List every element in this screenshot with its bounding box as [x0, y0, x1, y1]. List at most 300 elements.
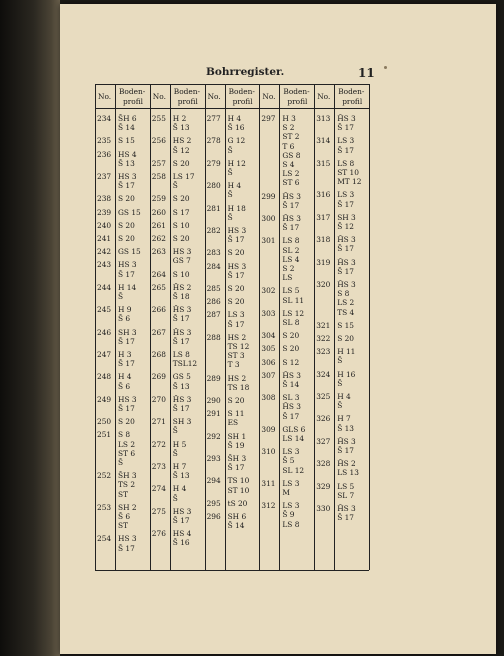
row-number: 238: [97, 194, 112, 204]
soil-profile-entry: S 8: [337, 289, 350, 299]
soil-profile-entry: S 15: [337, 320, 355, 330]
row-number: 249: [97, 394, 112, 404]
row-number: 320: [316, 280, 331, 289]
soil-profile-entry: G 12: [227, 136, 246, 146]
soil-profile-entry: HS 2: [227, 332, 247, 342]
soil-profile-entry: HS 3: [118, 534, 137, 544]
row-number: 250: [97, 417, 112, 427]
soil-profile-entry: S̄: [227, 168, 233, 177]
soil-profile-entry: LS 8: [282, 519, 300, 529]
soil-profile-entry: TS 4: [337, 307, 355, 317]
soil-profile-entry: S̄: [337, 378, 343, 388]
soil-profile-entry: H 7: [337, 414, 351, 424]
soil-profile-entry: S̄ 5: [282, 456, 295, 466]
soil-profile-entry: LS 2: [337, 298, 355, 308]
soil-profile-entry: H 5: [172, 439, 187, 449]
soil-profile-entry: H 16: [337, 369, 356, 379]
soil-profile-entry: LS: [282, 273, 293, 283]
soil-profile-entry: H 2: [172, 114, 187, 123]
soil-profile-entry: S̄ 17: [227, 235, 245, 245]
soil-profile-entry: S̄ 17: [118, 543, 135, 553]
row-number: 324: [316, 369, 331, 379]
row-number: 314: [316, 136, 331, 146]
soil-profile-entry: SH 3: [118, 327, 137, 337]
row-number: 315: [316, 158, 331, 168]
row-number: 273: [151, 462, 166, 471]
page-title: Bohrregister.: [206, 66, 285, 78]
soil-profile-entry: S̄ 6: [118, 381, 131, 391]
soil-profile-entry: S̄ 17: [282, 411, 300, 421]
row-number: 257: [151, 158, 166, 168]
soil-profile-entry: TS 10: [227, 476, 250, 486]
soil-profile-entry: S 20: [227, 248, 245, 258]
row-number: 312: [261, 501, 276, 511]
soil-profile-entry: S̄ 13: [172, 123, 190, 133]
row-number: 248: [97, 372, 112, 382]
row-number: 276: [151, 529, 166, 539]
soil-profile-entry: S̄ 17: [172, 516, 190, 525]
row-number: 326: [316, 414, 331, 424]
row-number: 237: [97, 172, 112, 181]
soil-profile-entry: S 2: [282, 264, 295, 273]
soil-profile-entry: tS 20: [227, 498, 248, 508]
soil-profile-entry: H 14: [118, 282, 137, 292]
soil-profile-entry: LS 5: [282, 286, 300, 296]
row-number: 259: [151, 194, 166, 204]
row-number: 325: [316, 392, 331, 401]
soil-profile-entry: S̄ 13: [118, 158, 135, 168]
row-number: 299: [261, 191, 276, 201]
soil-profile-entry: HS 3: [227, 226, 247, 235]
soil-profile-entry: H 4: [172, 484, 187, 494]
row-number: 307: [261, 370, 276, 380]
soil-profile-entry: LS 3: [282, 478, 300, 488]
row-number: 288: [206, 332, 221, 342]
row-number: 301: [261, 236, 276, 246]
row-number: 321: [316, 320, 331, 330]
soil-profile-entry: SH 3: [172, 417, 192, 427]
soil-profile-entry: S̄ 19: [227, 440, 245, 450]
row-number: 266: [151, 305, 166, 315]
row-number: 294: [206, 476, 221, 486]
soil-profile-entry: GS 7: [172, 256, 191, 266]
row-number: 269: [151, 372, 166, 382]
row-number: 264: [151, 269, 166, 279]
soil-profile-entry: H̄S 3: [337, 114, 356, 123]
row-number: 255: [151, 114, 166, 123]
soil-profile-entry: S̄ 13: [172, 381, 190, 391]
soil-profile-entry: S̄ 17: [337, 446, 355, 455]
soil-profile-entry: S̄ 9: [282, 510, 295, 520]
row-number: 318: [316, 235, 331, 245]
soil-profile-entry: SH 1: [227, 431, 247, 441]
soil-profile-entry: H̄S 3: [172, 327, 192, 337]
soil-profile-entry: S̄ 14: [227, 521, 245, 531]
row-number: 311: [261, 478, 276, 488]
soil-profile-entry: LS 3: [282, 501, 300, 511]
row-number: 268: [151, 350, 166, 359]
soil-profile-entry: LS 2: [118, 439, 136, 449]
soil-profile-entry: S̄: [172, 448, 178, 458]
row-number: 296: [206, 512, 221, 521]
row-number: 323: [316, 347, 331, 357]
row-number: 277: [206, 114, 221, 123]
soil-profile-entry: S 20: [118, 234, 135, 243]
row-number: 286: [206, 297, 221, 307]
soil-profile-entry: S 10: [172, 220, 190, 230]
column-header-no: No.: [317, 92, 331, 101]
soil-profile-entry: HS 3: [118, 172, 137, 181]
soil-profile-entry: S̄ 14: [118, 123, 135, 133]
row-number: 256: [151, 136, 166, 146]
row-number: 297: [261, 114, 276, 123]
soil-profile-entry: SL 8: [282, 318, 300, 327]
row-number: 242: [97, 247, 112, 257]
row-number: 241: [97, 234, 112, 243]
soil-profile-entry: S̄ 16: [172, 538, 190, 548]
soil-profile-entry: LS 8: [172, 350, 190, 359]
soil-profile-entry: S̄H 6: [118, 114, 137, 123]
soil-profile-entry: LS 5: [337, 481, 355, 491]
soil-profile-entry: H 3: [282, 114, 296, 123]
soil-profile-entry: S̄: [337, 401, 343, 411]
soil-profile-entry: MT 12: [337, 177, 362, 187]
soil-profile-entry: S 20: [337, 334, 355, 343]
column-header-profile: Boden-: [283, 87, 310, 96]
row-number: 284: [206, 261, 221, 271]
column-header-no: No.: [98, 92, 112, 101]
soil-profile-entry: SL 11: [282, 295, 305, 305]
row-number: 265: [151, 282, 166, 292]
soil-profile-entry: LS 17: [172, 172, 195, 181]
soil-profile-entry: HS 3: [172, 247, 192, 257]
soil-profile-entry: H 4: [118, 372, 132, 382]
row-number: 252: [97, 471, 112, 481]
soil-profile-entry: H 9: [118, 305, 132, 315]
row-number: 281: [206, 203, 221, 213]
soil-profile-entry: S 20: [172, 194, 190, 204]
row-number: 274: [151, 484, 166, 494]
soil-profile-entry: S̄ 13: [172, 471, 190, 481]
soil-profile-entry: S̄: [227, 145, 233, 155]
row-number: 295: [206, 498, 221, 508]
soil-profile-entry: ST 2: [282, 132, 300, 142]
soil-profile-entry: S̄: [337, 356, 343, 366]
row-number: 235: [97, 136, 112, 146]
soil-profile-entry: S̄: [118, 458, 124, 467]
column-header-profile: profil: [232, 97, 253, 106]
soil-profile-entry: HS 4: [172, 529, 192, 539]
soil-profile-entry: SH 6: [227, 512, 247, 521]
row-number: 308: [261, 393, 276, 403]
column-header-profile: profil: [177, 97, 198, 106]
soil-profile-entry: H̄S 3: [337, 257, 356, 267]
soil-profile-entry: S̄ 17: [172, 404, 190, 413]
row-number: 247: [97, 350, 112, 359]
row-number: 280: [206, 181, 221, 191]
row-number: 291: [206, 409, 221, 419]
page-number: 11: [358, 66, 375, 80]
soil-profile-entry: HS 2: [172, 136, 192, 146]
row-number: 316: [316, 190, 331, 200]
soil-profile-entry: LS 12: [282, 308, 305, 318]
soil-profile-entry: SH 2: [118, 502, 137, 512]
row-number: 239: [97, 207, 112, 217]
soil-profile-entry: S̄ 6: [118, 314, 131, 324]
soil-profile-entry: S 20: [172, 158, 190, 168]
soil-profile-entry: LS 4: [282, 254, 300, 264]
soil-profile-entry: S̄ 18: [172, 292, 190, 301]
soil-profile-entry: LS 8: [337, 158, 355, 168]
column-header-no: No.: [152, 92, 166, 101]
soil-profile-entry: S̄ 6: [118, 512, 131, 521]
soil-profile-entry: ST 10: [227, 485, 250, 495]
soil-profile-entry: H̄S 3: [172, 305, 192, 315]
soil-profile-entry: LS 3: [337, 136, 355, 146]
soil-profile-entry: S 10: [172, 269, 190, 279]
soil-profile-entry: S̄ 16: [227, 123, 245, 133]
soil-profile-entry: SH 3: [337, 212, 356, 222]
soil-profile-entry: LS 3: [337, 190, 355, 200]
soil-profile-entry: ST 10: [337, 168, 359, 177]
row-number: 317: [316, 212, 331, 222]
row-number: 322: [316, 334, 331, 343]
soil-profile-entry: HS 2: [227, 373, 247, 383]
paper-speck: [384, 66, 387, 69]
soil-profile-entry: S̄H 3: [118, 471, 137, 481]
soil-profile-entry: S̄ 17: [118, 404, 135, 413]
soil-profile-entry: T 6: [282, 141, 295, 151]
row-number: 234: [97, 114, 112, 123]
row-number: 309: [261, 424, 276, 434]
soil-profile-entry: S̄ 17: [337, 123, 355, 133]
soil-profile-entry: H̄S 3: [337, 235, 356, 245]
column-header-profile: Boden-: [338, 87, 365, 96]
soil-profile-entry: S̄ 17: [337, 145, 355, 155]
row-number: 300: [261, 214, 276, 223]
soil-profile-entry: ST 6: [282, 178, 300, 188]
soil-profile-entry: H 12: [227, 158, 246, 168]
row-number: 304: [261, 331, 276, 341]
soil-profile-entry: HS 3: [227, 261, 247, 271]
row-number: 303: [261, 308, 276, 318]
soil-profile-entry: S̄ 13: [337, 423, 355, 433]
soil-profile-entry: S̄ 17: [337, 244, 355, 254]
row-number: 245: [97, 305, 112, 315]
row-number: 263: [151, 247, 166, 257]
soil-profile-entry: S̄ 17: [337, 199, 355, 209]
soil-profile-entry: S 20: [118, 220, 135, 230]
soil-profile-entry: H̄S 3: [282, 214, 301, 223]
soil-profile-entry: H̄S 2: [172, 282, 192, 292]
soil-profile-entry: H 7: [172, 462, 187, 471]
soil-profile-entry: S̄: [118, 292, 124, 301]
soil-profile-entry: S 11: [227, 409, 245, 419]
soil-profile-entry: S̄ 17: [172, 314, 190, 324]
soil-profile-entry: TSL12: [172, 359, 198, 369]
row-number: 302: [261, 286, 276, 296]
soil-profile-entry: LS 13: [337, 468, 359, 478]
row-number: 306: [261, 357, 276, 367]
soil-profile-entry: H̄S 3: [282, 191, 301, 201]
soil-profile-entry: LS 14: [282, 434, 305, 443]
soil-profile-entry: H̄S 3: [282, 402, 301, 412]
soil-profile-entry: S̄ 17: [337, 513, 355, 523]
row-number: 329: [316, 481, 331, 491]
soil-profile-entry: GLS 6: [282, 424, 306, 434]
soil-profile-entry: HS 3: [118, 260, 137, 270]
row-number: 313: [316, 114, 331, 123]
soil-profile-entry: S̄: [172, 493, 178, 503]
soil-profile-entry: SL 2: [282, 245, 300, 255]
soil-profile-entry: H 4: [227, 114, 242, 123]
soil-profile-entry: LS 8: [282, 236, 300, 246]
soil-profile-entry: M: [282, 488, 290, 497]
soil-profile-entry: S̄H 3: [227, 454, 247, 463]
row-number: 253: [97, 502, 112, 512]
row-number: 290: [206, 396, 221, 405]
soil-profile-entry: LS 2: [282, 169, 300, 179]
soil-profile-entry: GS 8: [282, 150, 301, 160]
soil-profile-entry: S 20: [282, 344, 300, 354]
soil-profile-entry: GS 5: [172, 372, 191, 382]
row-number: 293: [206, 454, 221, 463]
soil-profile-entry: H 4: [227, 181, 242, 191]
column-header-profile: Boden-: [173, 87, 201, 96]
column-header-no: No.: [207, 92, 221, 101]
soil-profile-entry: H 18: [227, 203, 246, 213]
row-number: 279: [206, 158, 221, 168]
soil-profile-entry: S 12: [282, 357, 300, 367]
row-number: 246: [97, 327, 112, 337]
soil-profile-entry: ES: [227, 418, 239, 428]
soil-profile-entry: S̄: [172, 181, 178, 191]
row-number: 261: [151, 220, 166, 230]
soil-profile-entry: S̄ 14: [282, 380, 300, 389]
soil-profile-entry: S̄ 17: [282, 223, 300, 233]
row-number: 240: [97, 220, 112, 230]
row-number: 258: [151, 172, 166, 181]
soil-profile-entry: T 3: [227, 360, 240, 370]
soil-profile-entry: S 4: [282, 160, 295, 169]
soil-profile-entry: LS 3: [227, 310, 245, 320]
soil-profile-entry: S̄: [227, 190, 233, 200]
row-number: 285: [206, 284, 221, 293]
row-number: 287: [206, 310, 221, 320]
soil-profile-entry: ST 3: [227, 351, 245, 361]
soil-profile-entry: S 2: [282, 123, 295, 133]
soil-profile-entry: H̄S 3: [337, 436, 356, 446]
row-number: 282: [206, 226, 221, 235]
soil-profile-entry: GS 15: [118, 247, 141, 257]
column-header-no: No.: [262, 92, 276, 101]
row-number: 275: [151, 506, 166, 516]
row-number: 305: [261, 344, 276, 354]
soil-profile-entry: ST: [118, 521, 128, 531]
column-header-profile: Boden-: [119, 87, 146, 96]
row-number: 244: [97, 282, 112, 292]
soil-profile-entry: H̄S 3: [337, 280, 356, 289]
row-number: 328: [316, 459, 331, 469]
soil-profile-entry: S 20: [118, 194, 135, 204]
row-number: 327: [316, 436, 331, 446]
soil-profile-entry: HS 3: [172, 506, 192, 516]
soil-profile-entry: HS 4: [118, 149, 137, 159]
soil-profile-entry: S 17: [172, 207, 190, 217]
row-number: 260: [151, 207, 166, 217]
row-number: 278: [206, 136, 221, 146]
soil-profile-entry: LS 3: [282, 447, 300, 457]
row-number: 251: [97, 430, 112, 440]
soil-profile-entry: H 11: [337, 347, 356, 357]
soil-profile-entry: S̄ 17: [282, 200, 300, 210]
soil-profile-entry: S̄ 17: [227, 463, 245, 473]
row-number: 267: [151, 327, 166, 337]
soil-profile-entry: S̄ 17: [118, 336, 135, 346]
book-binding: [0, 0, 60, 656]
soil-profile-entry: H̄S 2: [337, 459, 356, 469]
soil-profile-entry: S 20: [227, 297, 245, 307]
row-number: 272: [151, 439, 166, 449]
soil-profile-entry: S̄ 17: [227, 319, 245, 329]
soil-profile-entry: S 20: [118, 417, 135, 427]
soil-profile-entry: S̄ 12: [337, 222, 355, 231]
soil-profile-entry: S 20: [172, 234, 190, 243]
soil-profile-entry: S 20: [227, 396, 245, 405]
row-number: 271: [151, 417, 166, 427]
soil-profile-entry: S̄: [227, 212, 233, 222]
soil-profile-entry: H̄S 3: [172, 394, 192, 404]
soil-profile-entry: S̄ 17: [172, 336, 190, 346]
soil-profile-entry: S̄ 17: [118, 269, 135, 279]
row-number: 236: [97, 149, 112, 159]
column-header-profile: profil: [287, 97, 308, 106]
column-header-profile: profil: [342, 97, 363, 106]
soil-profile-entry: TS 12: [227, 342, 250, 351]
soil-profile-entry: S̄ 17: [118, 359, 135, 369]
row-number: 330: [316, 504, 331, 513]
soil-profile-entry: ST: [118, 489, 128, 499]
soil-profile-entry: S̄ 12: [172, 145, 190, 155]
soil-profile-entry: H 3: [118, 350, 132, 359]
row-number: 254: [97, 534, 112, 544]
column-header-profile: profil: [123, 97, 144, 106]
soil-profile-entry: SL 3: [282, 393, 300, 403]
soil-profile-entry: H̄S 3: [337, 504, 356, 513]
row-number: 289: [206, 373, 221, 383]
soil-profile-entry: H 4: [337, 392, 351, 401]
row-number: 270: [151, 394, 166, 404]
soil-profile-entry: GS 15: [118, 207, 141, 217]
soil-profile-entry: S 20: [227, 284, 245, 293]
soil-profile-entry: TS 18: [227, 382, 250, 392]
soil-profile-entry: S̄ 17: [337, 266, 355, 276]
row-number: 283: [206, 248, 221, 258]
soil-profile-entry: HS 3: [118, 394, 137, 404]
row-number: 310: [261, 447, 276, 457]
soil-profile-entry: ST 6: [118, 448, 136, 458]
row-number: 262: [151, 234, 166, 243]
soil-profile-entry: S̄: [172, 426, 178, 436]
row-number: 319: [316, 257, 331, 267]
soil-profile-entry: S 8: [118, 430, 131, 440]
soil-profile-entry: S̄ 17: [118, 181, 135, 191]
soil-profile-entry: TS 2: [118, 480, 136, 490]
column-header-profile: Boden-: [228, 87, 255, 96]
soil-profile-entry: SL 7: [337, 490, 355, 500]
soil-profile-entry: S 15: [118, 136, 135, 146]
row-number: 292: [206, 431, 221, 441]
